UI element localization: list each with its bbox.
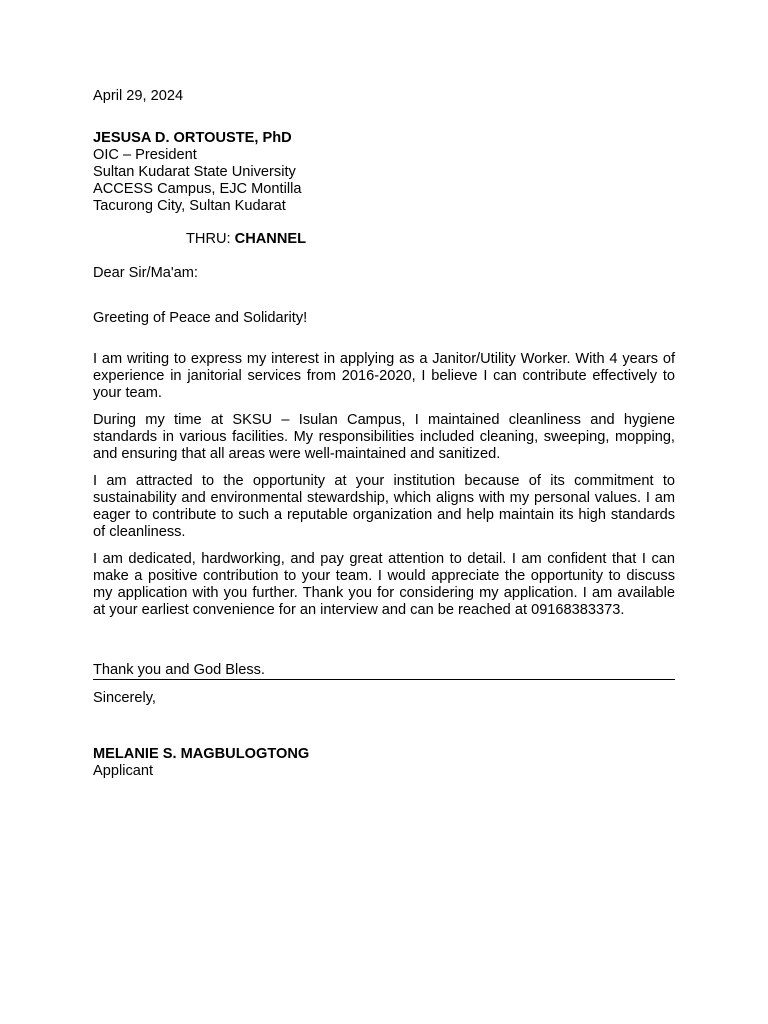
greeting: Greeting of Peace and Solidarity! bbox=[93, 310, 308, 326]
recipient-city: Tacurong City, Sultan Kudarat bbox=[93, 198, 286, 214]
letter-page bbox=[93, 0, 675, 1024]
thru-line bbox=[186, 231, 306, 248]
recipient-campus: ACCESS Campus, EJC Montilla bbox=[93, 181, 302, 197]
signature-block bbox=[93, 746, 309, 780]
thru-channel: CHANNEL bbox=[234, 231, 307, 247]
signature-role: Applicant bbox=[93, 763, 154, 779]
body-paragraph-4: I am dedicated, hardworking, and pay great attention to detail. I am confident that I can make a positive contribution to your team. I would appreciate the opportunity to discuss my application with you further. Thank you for considering my application. I am available at your earliest convenience for an interview and can be reached at 09168383373. bbox=[93, 551, 675, 618]
thru-label: THRU: bbox=[186, 231, 235, 247]
body-paragraph-1: I am writing to express my interest in applying as a Janitor/Utility Worker. With 4 years of experience in janitorial services from 2016-2020, I believe I can contribute effectively to your team. bbox=[93, 351, 675, 401]
recipient-institution: Sultan Kudarat State University bbox=[93, 164, 296, 180]
sign-off: Sincerely, bbox=[93, 690, 156, 706]
body-paragraph-3: I am attracted to the opportunity at your institution because of its commitment to sustainability and environmental stewardship, which aligns with my personal values. I am eager to contribute to such a reputable organization and help maintain its high standards of cleanliness. bbox=[93, 473, 675, 540]
letter-body bbox=[93, 351, 675, 629]
recipient-name: JESUSA D. ORTOUSTE, PhD bbox=[93, 130, 292, 146]
recipient-title: OIC – President bbox=[93, 147, 197, 163]
recipient-block bbox=[93, 130, 301, 215]
signature-name: MELANIE S. MAGBULOGTONG bbox=[93, 746, 310, 762]
salutation: Dear Sir/Ma'am: bbox=[93, 265, 198, 281]
letter-date: April 29, 2024 bbox=[93, 88, 184, 104]
body-paragraph-2: During my time at SKSU – Isulan Campus, I maintained cleanliness and hygiene standards in various facilities. My responsibilities included cleaning, sweeping, mopping, and ensuring that all areas were well-maintained and sanitized. bbox=[93, 412, 675, 462]
closing-line: Thank you and God Bless. bbox=[93, 662, 675, 680]
